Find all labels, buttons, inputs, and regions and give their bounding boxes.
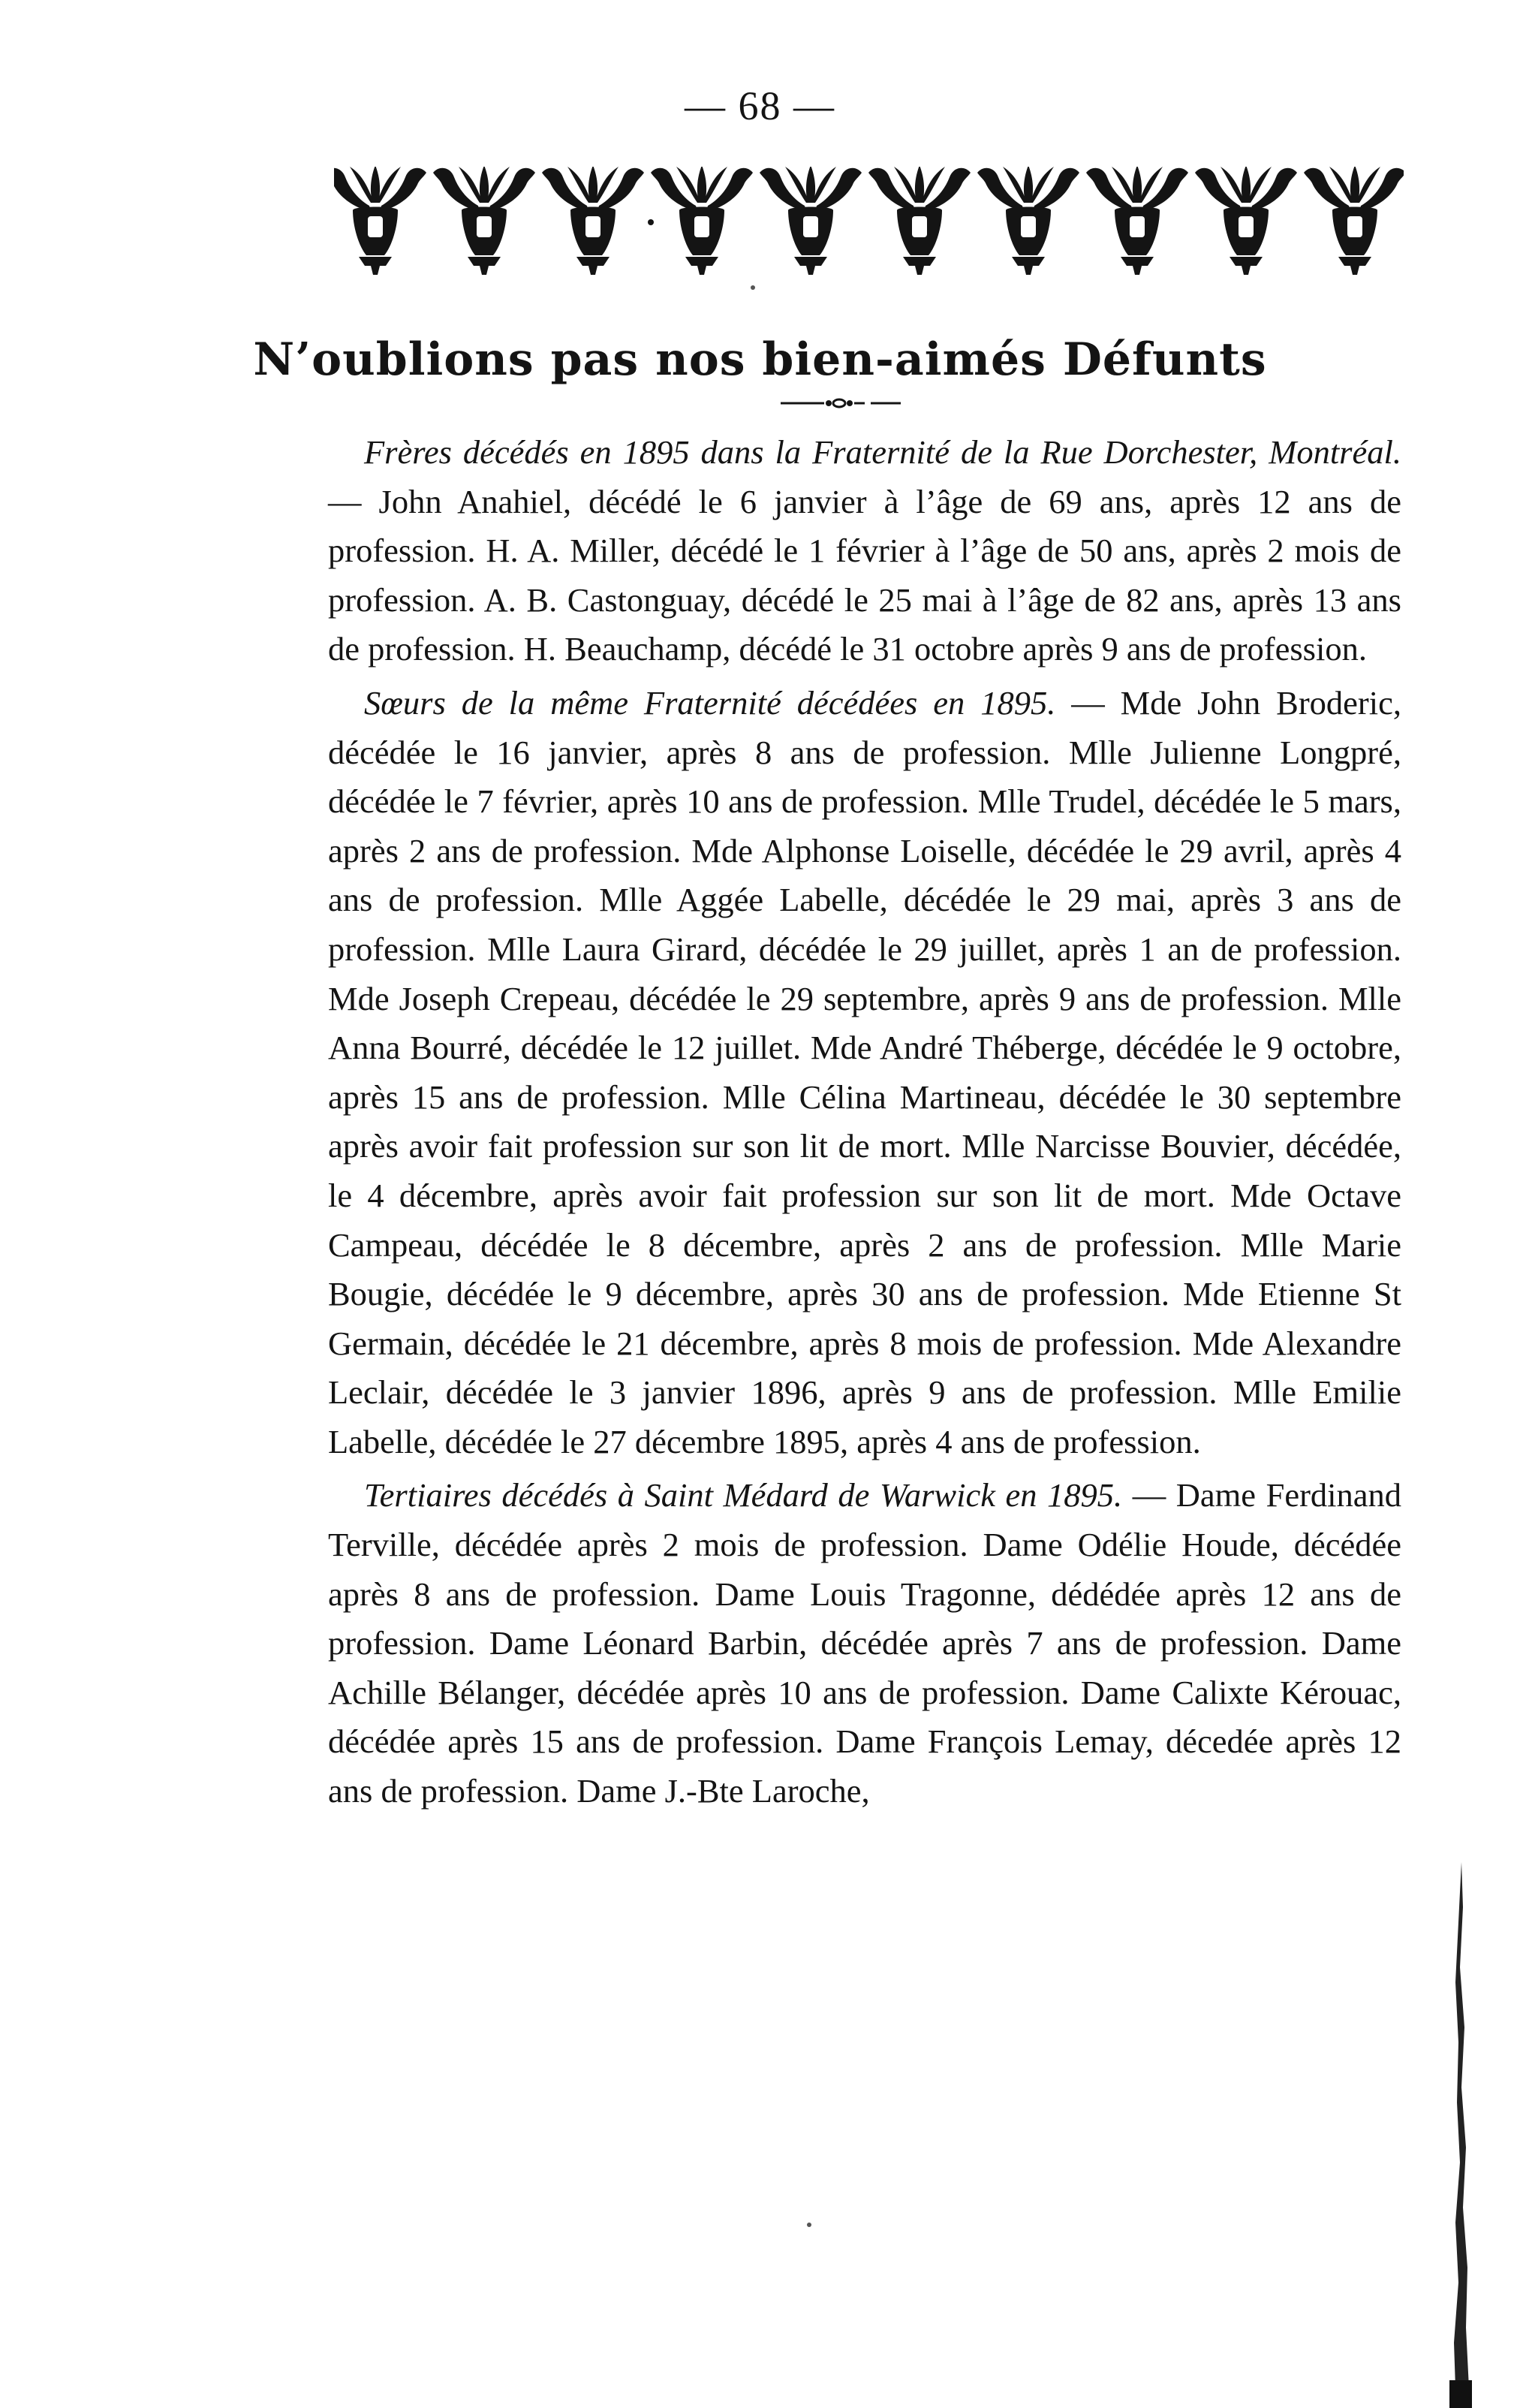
paragraph-lead: Sœurs de la même Fraternité décédées en 1895. bbox=[364, 683, 1056, 722]
paragraph-lead: Tertiaires décédés à Saint Médard de Warwick en 1895. bbox=[364, 1476, 1123, 1514]
stray-dot bbox=[807, 2223, 811, 2227]
paragraph-body: — John Anahiel, décédé le 6 janvier à l’âge de 69 ans, après 12 ans de profession. H. A. Miller, décédé le 1 février à l’âge de 50 ans, après 2 mois de profession. A. B. Castonguay, décédé le 25 mai à l’âge de 82 ans, après 13 ans de profession. H. Beauchamp, décédé le 31 octobre après 9 ans de profession. bbox=[328, 482, 1401, 668]
paragraph-soeurs bbox=[328, 679, 1401, 1467]
separator-flourish bbox=[781, 396, 901, 411]
paragraph-freres bbox=[328, 428, 1401, 674]
ornament-row bbox=[334, 167, 1404, 279]
paragraph-body: — Dame Ferdinand Terville, décédée après 2 mois de profession. Dame Odélie Houde, décédée après 8 ans de profession. Dame Louis Tragonne, dédédée après 12 ans de profession. Dame Léonard Barbin, décédée après 7 ans de profession. Dame Achille Bélanger, décédée après 10 ans de profession. Dame Calixte Kérouac, décédée après 15 ans de profession. Dame François Lemay, décedée après 12 ans de profession. Dame J.-Bte Laroche, bbox=[328, 1476, 1402, 1810]
paragraph-lead: Frères décédés en 1895 dans la Fraternité de la Rue Dorchester, Montréal. bbox=[364, 433, 1401, 471]
page-title: N’oublions pas nos bien-aimés Défunts bbox=[253, 333, 1267, 387]
stray-dot bbox=[751, 285, 755, 290]
scan-edge-mark bbox=[1445, 1862, 1472, 2408]
lily-ornament-icon bbox=[334, 167, 1404, 279]
paragraph-body: — Mde John Broderic, décédée le 16 janvier, après 8 ans de profession. Mlle Julienne Longpré, décédée le 7 février, après 10 ans de profession. Mlle Trudel, décédée le 5 mars, après 2 ans de profession. Mde Alphonse Loiselle, décédée le 29 avril, après 4 ans de profession. Mlle Aggée Labelle, décédée le 29 mai, après 3 ans de profession. Mlle Laura Girard, décédée le 29 juillet, après 1 an de profession. Mde Joseph Crepeau, décédée le 29 septembre, après 9 ans de profession. Mlle Anna Bourré, décédée le 12 juillet. Mde André Théberge, décédée le 9 octobre, après 15 ans de profession. Mlle Célina Martineau, décédée le 30 septembre après avoir fait profession sur son lit de mort. Mlle Narcisse Bouvier, décédée, le 4 décembre, après avoir fait profession sur son lit de mort. Mde Octave Campeau, décédée le 8 décembre, après 2 ans de profession. Mlle Marie Bougie, décédée le 9 décembre, après 30 ans de profession. Mde Etienne St Germain, décédée le 21 décembre, après 8 mois de profession. Mde Alexandre Leclair, décédée le 3 janvier 1896, après 9 ans de profession. Mlle Emilie Labelle, décédée le 27 décembre 1895, après 4 ans de profession. bbox=[328, 683, 1401, 1460]
paragraph-tertiaires bbox=[328, 1471, 1401, 1816]
page-number: — 68 — bbox=[685, 83, 835, 128]
obituary-text bbox=[328, 428, 1401, 1821]
